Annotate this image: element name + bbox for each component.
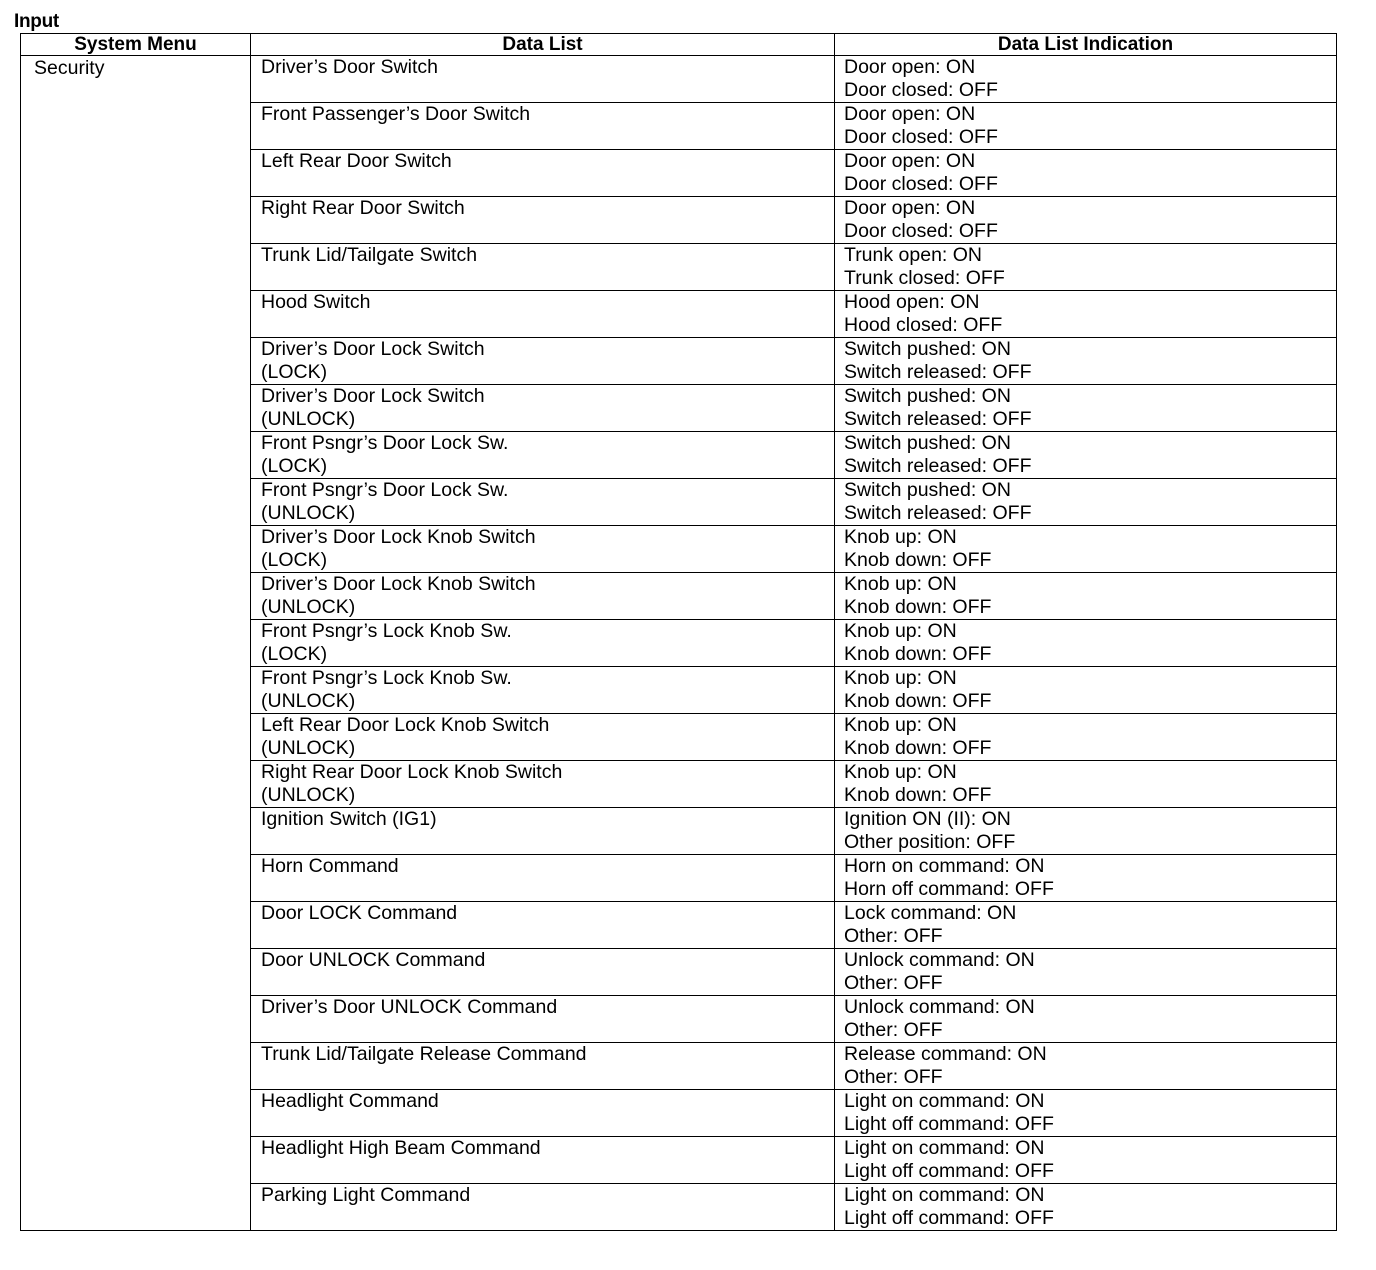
- indication-on: Knob up: ON: [844, 573, 957, 595]
- data-list-item: Left Rear Door Lock Knob Switch (UNLOCK): [251, 714, 835, 761]
- data-list-item: Hood Switch: [251, 291, 835, 338]
- indication-on: Switch pushed: ON: [844, 338, 1011, 360]
- data-list-indication: [835, 1137, 1337, 1184]
- indication-off: Door closed: OFF: [844, 79, 998, 101]
- indication-on: Switch pushed: ON: [844, 385, 1011, 407]
- data-list-indication: [835, 996, 1337, 1043]
- indication-on: Hood open: ON: [844, 291, 980, 313]
- data-list-indication: [835, 338, 1337, 385]
- indication-off: Trunk closed: OFF: [844, 267, 1005, 289]
- data-list-indication: [835, 855, 1337, 902]
- data-list-indication: [835, 808, 1337, 855]
- indication-off: Hood closed: OFF: [844, 314, 1003, 336]
- table-row: [21, 56, 1337, 103]
- indication-off: Knob down: OFF: [844, 784, 992, 806]
- indication-on: Unlock command: ON: [844, 949, 1035, 971]
- data-list-item: Driver’s Door Lock Switch (LOCK): [251, 338, 835, 385]
- data-list-indication: [835, 667, 1337, 714]
- indication-on: Switch pushed: ON: [844, 479, 1011, 501]
- indication-on: Switch pushed: ON: [844, 432, 1011, 454]
- indication-on: Horn on command: ON: [844, 855, 1045, 877]
- data-list-indication: [835, 150, 1337, 197]
- indication-on: Lock command: ON: [844, 902, 1017, 924]
- indication-on: Knob up: ON: [844, 714, 957, 736]
- header-data-list: Data List: [251, 34, 835, 56]
- header-system-menu: System Menu: [21, 34, 251, 56]
- indication-off: Knob down: OFF: [844, 690, 992, 712]
- indication-off: Other: OFF: [844, 1019, 943, 1041]
- data-list-item: Headlight Command: [251, 1090, 835, 1137]
- data-list-indication: [835, 902, 1337, 949]
- data-list-indication: [835, 526, 1337, 573]
- data-list-item: Ignition Switch (IG1): [251, 808, 835, 855]
- indication-off: Other position: OFF: [844, 831, 1016, 853]
- data-list-indication: [835, 244, 1337, 291]
- table-header-row: [21, 34, 1337, 56]
- data-list-item: Parking Light Command: [251, 1184, 835, 1231]
- indication-off: Switch released: OFF: [844, 361, 1032, 383]
- indication-on: Door open: ON: [844, 150, 976, 172]
- indication-off: Knob down: OFF: [844, 643, 992, 665]
- data-list-indication: [835, 479, 1337, 526]
- indication-off: Other: OFF: [844, 1066, 943, 1088]
- indication-on: Knob up: ON: [844, 761, 957, 783]
- table-body: [21, 56, 1337, 1231]
- data-list-table: [20, 33, 1337, 1231]
- indication-on: Door open: ON: [844, 197, 976, 219]
- indication-on: Door open: ON: [844, 103, 976, 125]
- data-list-item: Headlight High Beam Command: [251, 1137, 835, 1184]
- indication-off: Light off command: OFF: [844, 1160, 1054, 1182]
- data-list-indication: [835, 1090, 1337, 1137]
- data-list-item: Driver’s Door Lock Knob Switch (UNLOCK): [251, 573, 835, 620]
- data-list-indication: [835, 432, 1337, 479]
- data-list-item: Right Rear Door Lock Knob Switch (UNLOCK): [251, 761, 835, 808]
- section-title: Input: [14, 11, 59, 32]
- data-list-item: Door LOCK Command: [251, 902, 835, 949]
- data-list-indication: [835, 291, 1337, 338]
- indication-off: Door closed: OFF: [844, 220, 998, 242]
- data-list-item: Left Rear Door Switch: [251, 150, 835, 197]
- data-list-indication: [835, 714, 1337, 761]
- indication-on: Knob up: ON: [844, 620, 957, 642]
- indication-on: Door open: ON: [844, 56, 976, 78]
- data-list-item: Driver’s Door Switch: [251, 56, 835, 103]
- indication-on: Trunk open: ON: [844, 244, 983, 266]
- indication-off: Knob down: OFF: [844, 596, 992, 618]
- data-list-indication: [835, 1184, 1337, 1231]
- data-list-indication: [835, 620, 1337, 667]
- indication-off: Horn off command: OFF: [844, 878, 1054, 900]
- data-list-indication: [835, 761, 1337, 808]
- indication-off: Knob down: OFF: [844, 549, 992, 571]
- data-list-item: Right Rear Door Switch: [251, 197, 835, 244]
- data-list-item: Horn Command: [251, 855, 835, 902]
- indication-off: Switch released: OFF: [844, 502, 1032, 524]
- data-list-indication: [835, 385, 1337, 432]
- indication-on: Unlock command: ON: [844, 996, 1035, 1018]
- indication-on: Ignition ON (II): ON: [844, 808, 1011, 830]
- indication-on: Light on command: ON: [844, 1090, 1045, 1112]
- data-list-item: Driver’s Door UNLOCK Command: [251, 996, 835, 1043]
- data-list-item: Front Psngr’s Door Lock Sw. (UNLOCK): [251, 479, 835, 526]
- data-list-item: Driver’s Door Lock Switch (UNLOCK): [251, 385, 835, 432]
- data-list-indication: [835, 56, 1337, 103]
- indication-on: Release command: ON: [844, 1043, 1047, 1065]
- indication-on: Knob up: ON: [844, 526, 957, 548]
- indication-off: Light off command: OFF: [844, 1113, 1054, 1135]
- indication-off: Door closed: OFF: [844, 126, 998, 148]
- data-list-item: Front Psngr’s Door Lock Sw. (LOCK): [251, 432, 835, 479]
- data-list-indication: [835, 949, 1337, 996]
- data-list-item: Door UNLOCK Command: [251, 949, 835, 996]
- data-list-item: Trunk Lid/Tailgate Switch: [251, 244, 835, 291]
- indication-on: Light on command: ON: [844, 1137, 1045, 1159]
- indication-off: Switch released: OFF: [844, 408, 1032, 430]
- data-list-indication: [835, 103, 1337, 150]
- data-list-indication: [835, 197, 1337, 244]
- data-list-item: Driver’s Door Lock Knob Switch (LOCK): [251, 526, 835, 573]
- data-list-item: Front Psngr’s Lock Knob Sw. (UNLOCK): [251, 667, 835, 714]
- data-list-item: Front Psngr’s Lock Knob Sw. (LOCK): [251, 620, 835, 667]
- indication-on: Knob up: ON: [844, 667, 957, 689]
- indication-on: Light on command: ON: [844, 1184, 1045, 1206]
- indication-off: Other: OFF: [844, 972, 943, 994]
- indication-off: Switch released: OFF: [844, 455, 1032, 477]
- header-data-list-indication: Data List Indication: [835, 34, 1337, 56]
- data-list-indication: [835, 1043, 1337, 1090]
- indication-off: Light off command: OFF: [844, 1207, 1054, 1229]
- data-list-item: Trunk Lid/Tailgate Release Command: [251, 1043, 835, 1090]
- data-list-item: Front Passenger’s Door Switch: [251, 103, 835, 150]
- system-menu-cell: Security: [21, 56, 251, 1231]
- indication-off: Door closed: OFF: [844, 173, 998, 195]
- data-list-indication: [835, 573, 1337, 620]
- indication-off: Other: OFF: [844, 925, 943, 947]
- indication-off: Knob down: OFF: [844, 737, 992, 759]
